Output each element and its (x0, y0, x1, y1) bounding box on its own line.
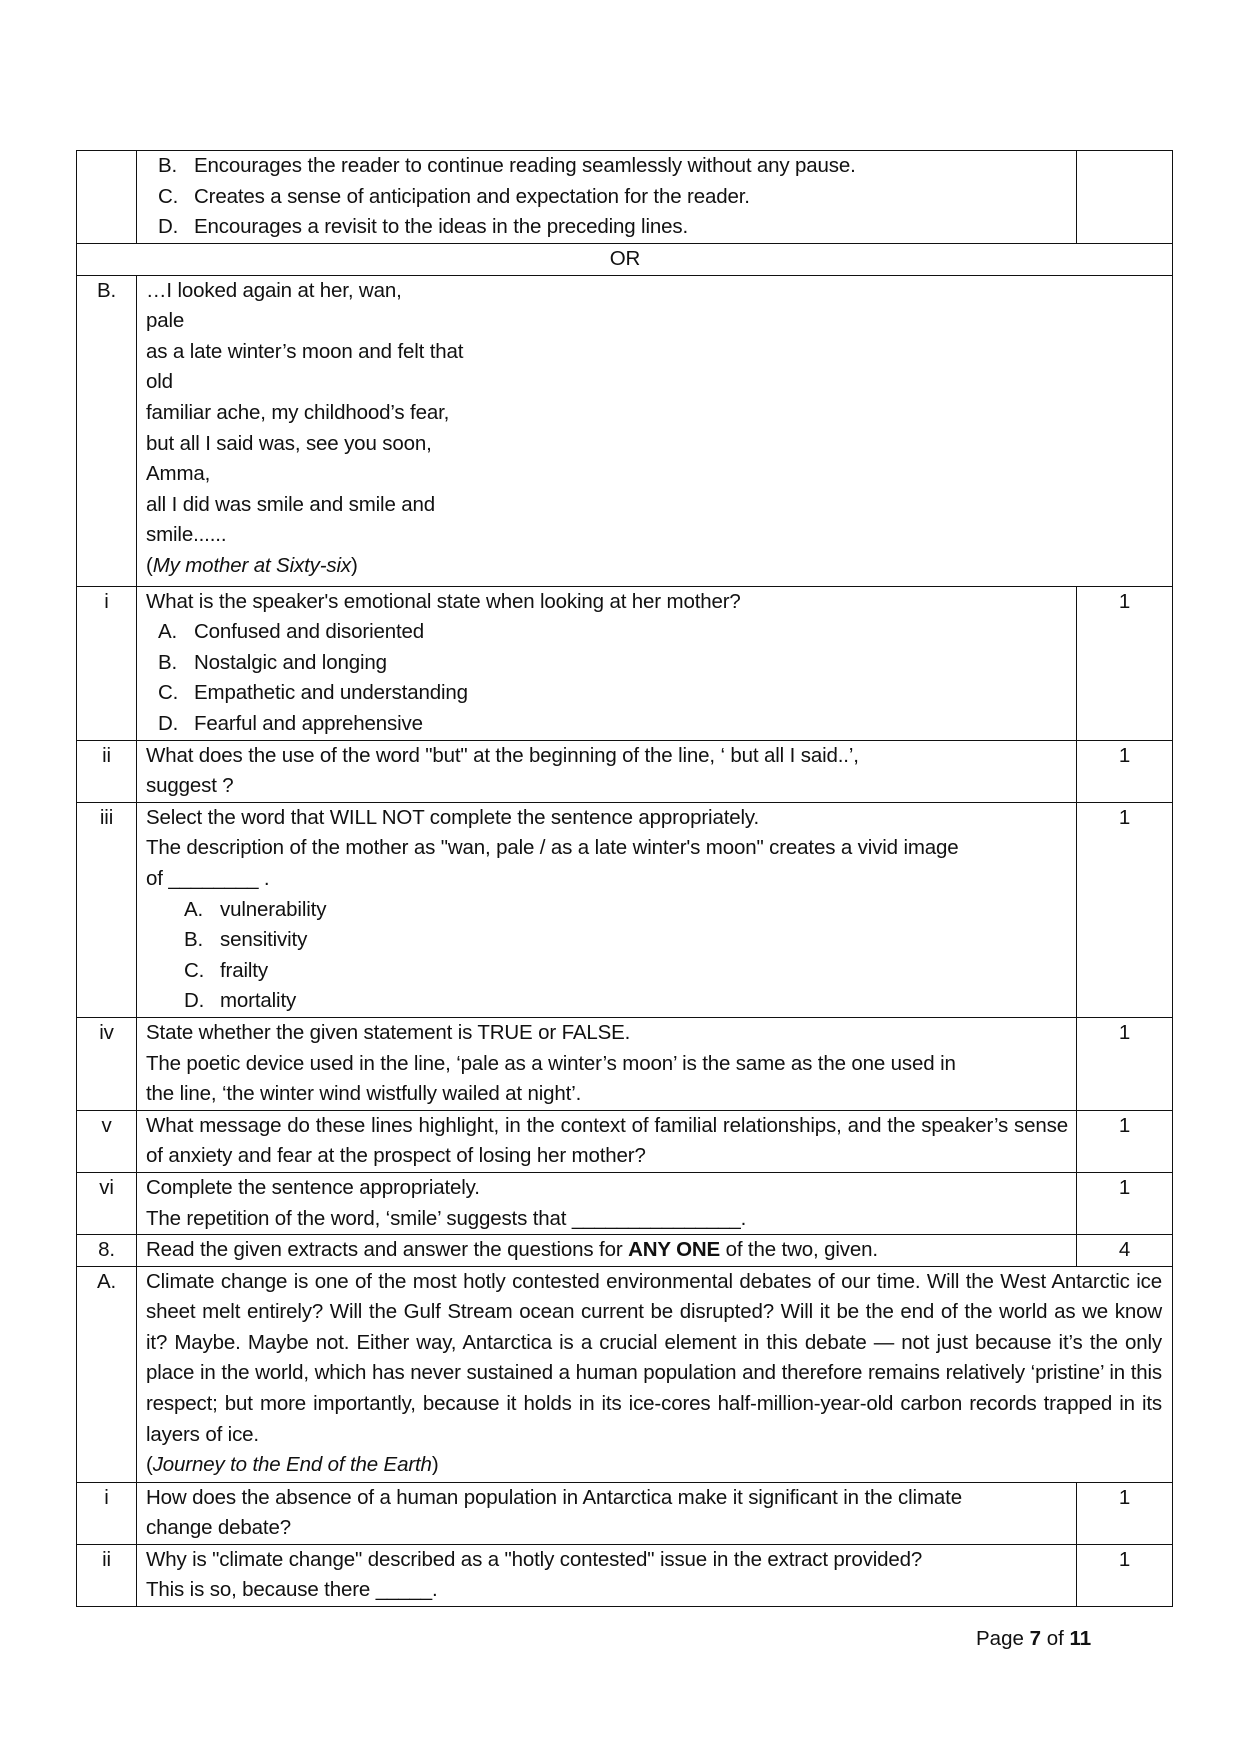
marks-value: 1 (1077, 586, 1173, 740)
or-row (77, 244, 1173, 276)
extract-label: A. (77, 1266, 137, 1482)
question-number: i (77, 586, 137, 740)
question-text: The description of the mother as "wan, pale / as a late winter's moon" creates a vivid image (146, 836, 959, 860)
option-a: A. Confused and disoriented (158, 620, 425, 644)
extract-b-row (77, 275, 1173, 586)
marks-value: 1 (1077, 1110, 1173, 1172)
question-text: Complete the sentence appropriately. (146, 1175, 480, 1199)
question-table (76, 150, 1173, 1607)
question-text: change debate? (146, 1516, 291, 1540)
question-number: ii (77, 1544, 137, 1606)
option-b: B. Encourages the reader to continue reading seamlessly without any pause. (158, 154, 856, 177)
question-text: What does the use of the word "but" at the beginning of the line, ‘ but all I said..’, (146, 743, 859, 767)
poem-line: as a late winter’s moon and felt that (146, 339, 464, 363)
poem-line: Amma, (146, 462, 211, 486)
question-row (77, 740, 1173, 802)
question-row (77, 1172, 1173, 1234)
marks-value: 1 (1077, 1017, 1173, 1110)
option-a: A. vulnerability (184, 897, 327, 921)
question-body (137, 1172, 1077, 1234)
question-row (77, 1482, 1173, 1544)
question-text: This is so, because there _____. (146, 1578, 438, 1602)
question-body (137, 1544, 1077, 1606)
question-number: 8. (77, 1235, 137, 1267)
prose-extract (137, 1266, 1173, 1482)
continued-options-row (77, 151, 1173, 244)
passage-source: (Journey to the End of the Earth) (146, 1453, 439, 1477)
option-c: C. Empathetic and understanding (158, 681, 468, 705)
question-number: iv (77, 1017, 137, 1110)
extract-label: B. (77, 275, 137, 586)
question-body (137, 1017, 1077, 1110)
poem-line: but all I said was, see you soon, (146, 431, 432, 455)
continued-options (137, 151, 1077, 244)
question-number: i (77, 1482, 137, 1544)
marks-value: 1 (1077, 1544, 1173, 1606)
question-text: the line, ‘the winter wind wistfully wailed at night’. (146, 1082, 582, 1106)
or-divider: OR (77, 244, 1173, 276)
question-text: suggest ? (146, 774, 234, 798)
question-number: iii (77, 802, 137, 1017)
question-body (137, 1482, 1077, 1544)
option-b: B. sensitivity (184, 928, 308, 952)
question-row (77, 1017, 1173, 1110)
poem-line: …I looked again at her, wan, (146, 278, 402, 302)
question-instruction: Read the given extracts and answer the questions for ANY ONE of the two, given. (137, 1235, 1077, 1267)
question-text: How does the absence of a human population in Antarctica make it significant in the climate (146, 1485, 962, 1509)
question-text: The poetic device used in the line, ‘pale as a winter’s moon’ is the same as the one used in (146, 1051, 956, 1075)
option-b: B. Nostalgic and longing (158, 650, 387, 674)
marks-value: 4 (1077, 1235, 1173, 1267)
option-d: D. Fearful and apprehensive (158, 711, 423, 735)
question-row (77, 1110, 1173, 1172)
poem-line: old (146, 370, 173, 394)
question-number: vi (77, 1172, 137, 1234)
question-text: What is the speaker's emotional state when looking at her mother? (146, 589, 741, 613)
question-row (77, 802, 1173, 1017)
question-number: ii (77, 740, 137, 802)
option-c: C. Creates a sense of anticipation and expectation for the reader. (158, 184, 750, 208)
marks-value: 1 (1077, 802, 1173, 1017)
question-number-cell (77, 151, 137, 244)
question-text: State whether the given statement is TRUE or FALSE. (146, 1020, 631, 1044)
poem-source: (My mother at Sixty-six) (146, 553, 358, 577)
marks-cell (1077, 151, 1173, 244)
page-number-footer: Page 7 of 11 (976, 1627, 1092, 1650)
question-text: What message do these lines highlight, in the context of familial relationships, and the speaker’s sense of anxiety and fear at the prospect of losing her mother? (146, 1113, 1068, 1168)
passage-text: Climate change is one of the most hotly contested environmental debates of our time. Will the West Antarctic ice sheet melt entirely? Will the Gulf Stream ocean current be disrupted? Will it be the end of the world as we know it? Maybe. Maybe not. Either way, Antarctica is a crucial element in this debate — not just because it’s the only place in the world, which has never sustained a human population and therefore remains relatively ‘pristine’ in this respect; but more importantly, because it holds in its ice-cores half-million-year-old carbon records trapped in its layers of ice. (146, 1269, 1162, 1446)
question-row (77, 1544, 1173, 1606)
question-text: Select the word that WILL NOT complete the sentence appropriately. (146, 805, 760, 829)
poem-line: smile...... (146, 523, 227, 547)
question-body (137, 740, 1077, 802)
question-text: Why is "climate change" described as a "hotly contested" issue in the extract provided? (146, 1547, 923, 1571)
marks-value: 1 (1077, 1172, 1173, 1234)
marks-value: 1 (1077, 740, 1173, 802)
option-c: C. frailty (184, 958, 268, 982)
marks-value: 1 (1077, 1482, 1173, 1544)
option-d: D. Encourages a revisit to the ideas in the preceding lines. (158, 215, 689, 239)
question-8-row (77, 1235, 1173, 1267)
question-number: v (77, 1110, 137, 1172)
question-body (137, 586, 1077, 740)
question-text: The repetition of the word, ‘smile’ suggests that _______________. (146, 1206, 747, 1230)
poem-extract (137, 275, 1173, 586)
extract-a-row (77, 1266, 1173, 1482)
option-d: D. mortality (184, 989, 297, 1013)
question-text: of ________ . (146, 866, 270, 890)
question-body (137, 1110, 1077, 1172)
question-row (77, 586, 1173, 740)
poem-line: pale (146, 309, 185, 333)
poem-line: familiar ache, my childhood’s fear, (146, 400, 450, 424)
poem-line: all I did was smile and smile and (146, 492, 436, 516)
question-body (137, 802, 1077, 1017)
